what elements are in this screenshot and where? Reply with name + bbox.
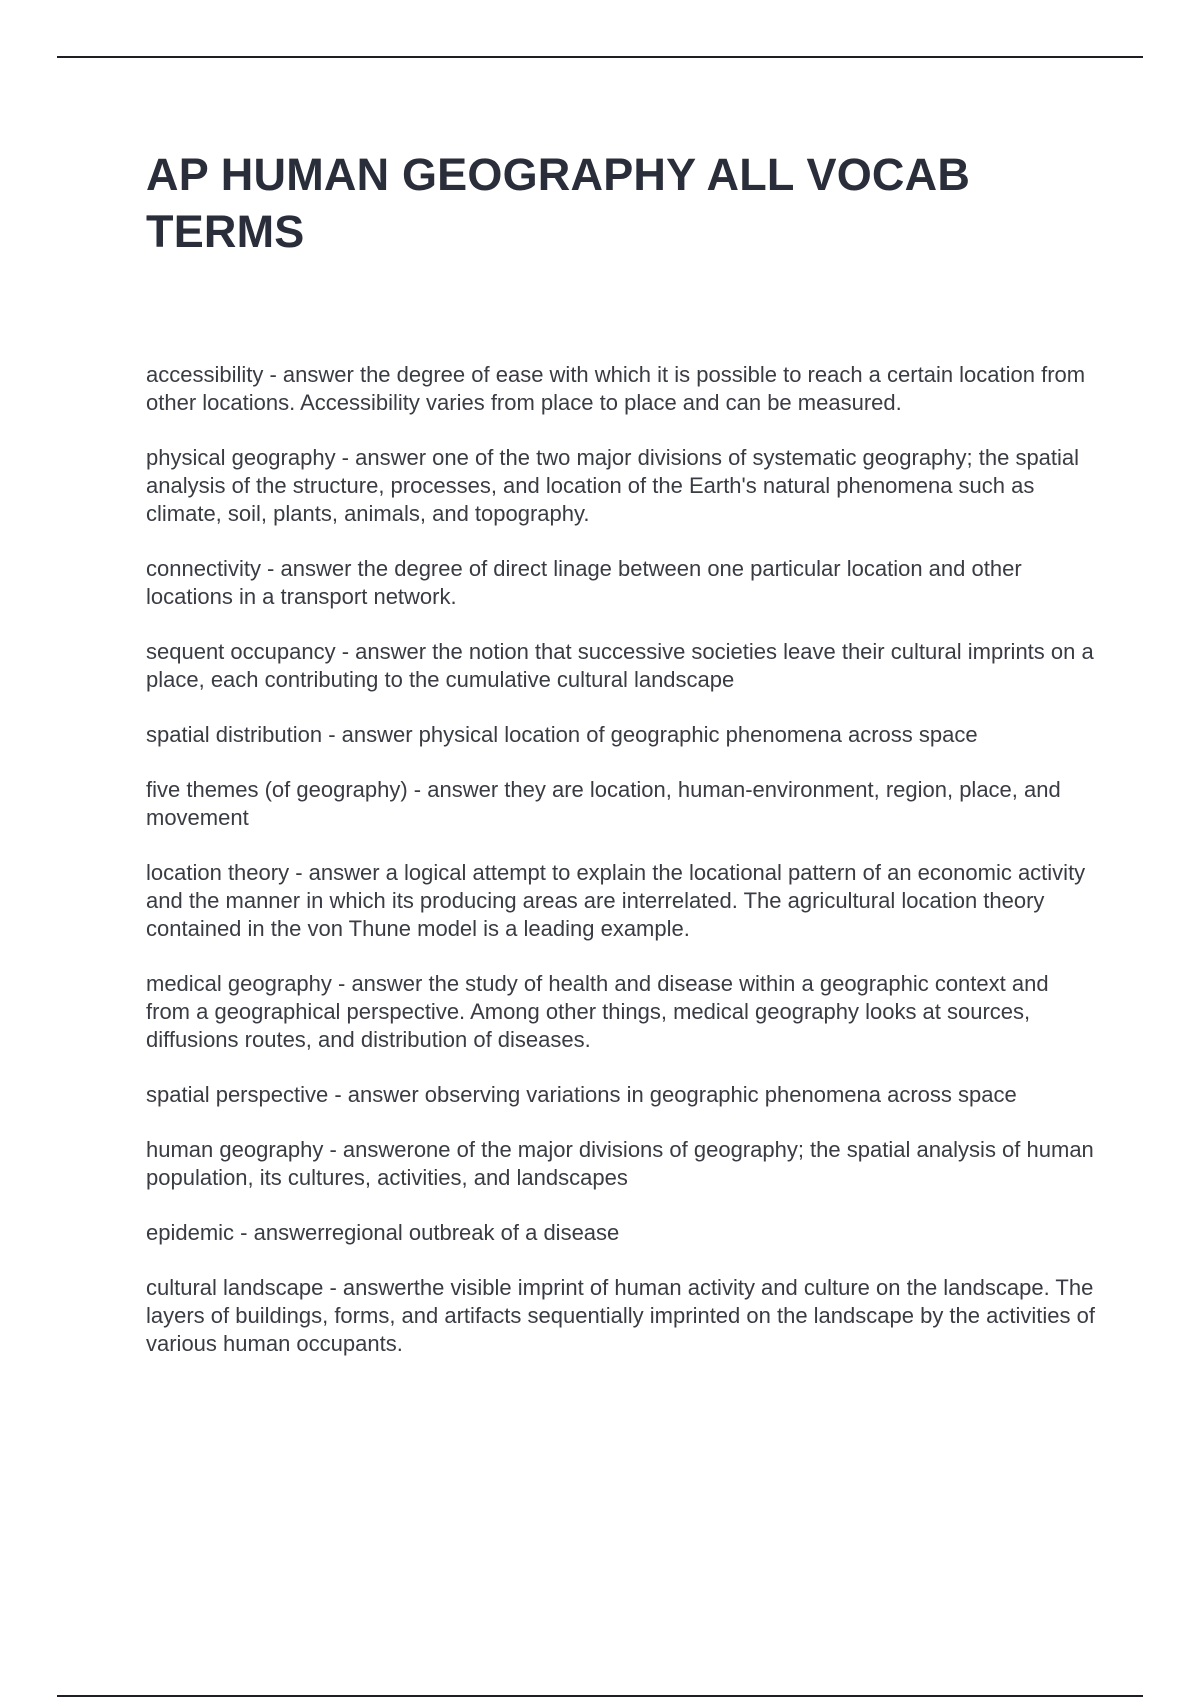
vocab-term-spatial-perspective: spatial perspective - answer observing variations in geographic phenomena across space (146, 1082, 1017, 1107)
vocab-term-list (146, 361, 1096, 1358)
vocab-term-location-theory: location theory - answer a logical attempt to explain the locational pattern of an economic activity and the manner in which its producing areas are interrelated. The agricultural location theory contained in the von Thune model is a leading example. (146, 860, 1086, 941)
document-body (146, 146, 1096, 1385)
vocab-term-cultural-landscape: cultural landscape - answerthe visible imprint of human activity and culture on the landscape. The layers of buildings, forms, and artifacts sequentially imprinted on the landscape by the activities of various human occupants. (146, 1275, 1095, 1356)
vocab-term-spatial-distribution: spatial distribution - answer physical location of geographic phenomena across space (146, 722, 978, 747)
document-title: AP HUMAN GEOGRAPHY ALL VOCAB TERMS (146, 149, 971, 257)
vocab-term-five-themes: five themes (of geography) - answer they are location, human-environment, region, place, and movement (146, 777, 1061, 830)
vocab-term-human-geography: human geography - answerone of the major divisions of geography; the spatial analysis of human population, its cultures, activities, and landscapes (146, 1137, 1094, 1190)
vocab-term-connectivity: connectivity - answer the degree of direct linage between one particular location and other locations in a transport network. (146, 556, 1022, 609)
vocab-term-accessibility: accessibility - answer the degree of ease with which it is possible to reach a certain location from other locations. Accessibility varies from place to place and can be measured. (146, 362, 1086, 415)
vocab-term-sequent-occupancy: sequent occupancy - answer the notion that successive societies leave their cultural imprints on a place, each contributing to the cumulative cultural landscape (146, 639, 1094, 692)
bottom-divider (57, 1695, 1143, 1697)
vocab-term-physical-geography: physical geography - answer one of the two major divisions of systematic geography; the spatial analysis of the structure, processes, and location of the Earth's natural phenomena such as climate, soil, plants, animals, and topography. (146, 445, 1080, 526)
top-divider (57, 56, 1143, 58)
vocab-term-epidemic: epidemic - answerregional outbreak of a disease (146, 1220, 620, 1245)
vocab-term-medical-geography: medical geography - answer the study of health and disease within a geographic context and from a geographical perspective. Among other things, medical geography looks at sources, diffusions routes, and distribution of diseases. (146, 971, 1049, 1052)
